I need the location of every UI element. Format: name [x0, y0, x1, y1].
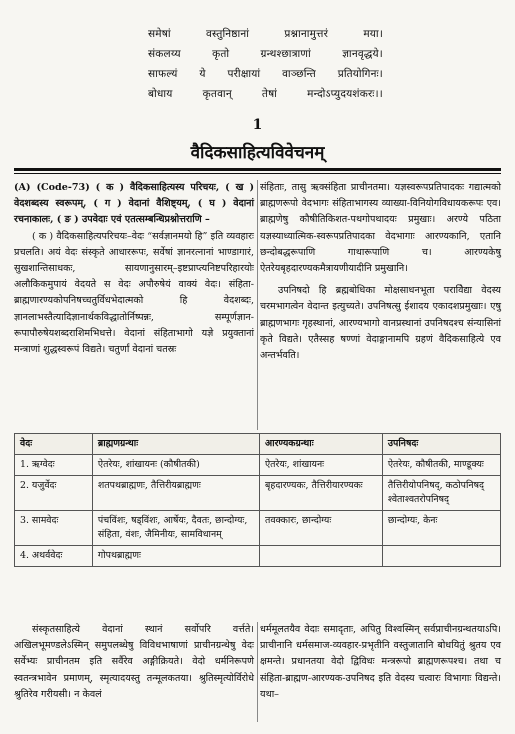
- table-cell: तवक्कारः, छान्दोग्यः: [259, 511, 382, 546]
- header-veda: वेदः: [15, 434, 93, 455]
- table-row: [15, 546, 501, 567]
- conclusion-paragraph-right: धर्ममूलतयैव वेदाः समादृताः, अपितु विश्वस्मिन् सर्वप्राचीनग्रन्थतयाऽपि। प्राचीनानि धर्मसमाज-व्यवहार-प्रभृतीनि वस्तुजातानि बोधयितुं श्रुतय एव क्षमन्ते। प्रधानतया वेदो द्विविधः मन्त्ररूपो ब्राह्मणरूपश्च। तथा च संहिता-ब्राह्मण-आरण्यक-उपनिषद इति वेदस्य चत्वारः विभागाः विद्यन्ते। यथा–: [260, 624, 501, 700]
- header-brahmana: ब्राह्मणग्रन्थाः: [92, 434, 259, 455]
- table-cell: 1. ऋग्वेदः: [15, 455, 93, 476]
- samhita-paragraph: संहिताः, तासु ऋक्संहिता प्राचीनतमा। यज्ञस्वरूपप्रतिपादकः गद्यात्मको ब्राह्मणरूपो वेदभागः संहिताभागस्य व्याख्या-विनियोगविधायकरूपः एव। ब्राह्मणेषु कौषीतिकिशत-पथगोपथादयः प्रमुखाः। अरण्ये पठिता यज्ञस्याध्यात्मिक-स्वरूपप्रतिपादका वेदभागाः आरण्यकानि, एतानि छन्दोबद्धरूपाणि गाथारूपाणि च। आरण्यकेषु ऐतरेयबृहदारण्यकमैत्रायणीयादीनि प्रमुखानि।: [260, 182, 501, 275]
- table-cell: ऐतरेयः, शांखायनः (कौषीतकी): [92, 455, 259, 476]
- chapter-title: वैदिकसाहित्यविवेचनम्: [190, 143, 325, 163]
- title-rule-thin: [14, 173, 501, 174]
- table-row: [15, 511, 501, 546]
- verse-line: संकलय्य कृतो ग्रन्थश्छात्राणां ज्ञानवृद्धये।: [148, 48, 383, 60]
- table-row: [15, 476, 501, 511]
- bottom-right-column: [260, 622, 501, 703]
- right-column: [260, 180, 501, 364]
- table-cell: ऐतरेयः, कौषीतकी, माण्डूक्यः: [382, 455, 500, 476]
- verse-line: समेषां वस्तुनिष्ठानां प्रश्नानामुत्तरं मया।: [148, 28, 383, 40]
- verse-line: साफल्यं ये परीक्षायां वाञ्छन्ति प्रतियोगिनः।: [148, 68, 383, 80]
- verse-line: बोधाय कृतवान् तेषां मन्दोऽप्युदयशंकरः।।: [148, 88, 383, 100]
- section-heading: (A) (Code-73) ( क ) वैदिकसाहित्यस्य परिचयः, ( ख ) वेदशब्दस्य स्वरूपम्, ( ग ) वेदानां वैशिष्ट्यम्, ( घ ) वेदानां रचनाकालः, ( ङ ) उपवेदाः एवं एतत्सम्बन्धिप्रश्नोत्तराणि –: [14, 182, 254, 226]
- dedication-verse: [0, 24, 515, 104]
- table-header-row: [15, 434, 501, 455]
- intro-paragraph: ( क ) वैदिकसाहित्यपरिचयः–वेदः “सर्वज्ञानमयो हि” इति व्यवहारः प्रचलति। अयं वेदः संस्कृते आधाररूपः, सर्वेषां ज्ञानरत्नानां भाण्डागारं, सुखशान्तिसाधकः, सायणानुसारम्–इष्टप्राप्त्यनिष्टपरिहारयोः अलौकिकमुपायं वेदयते स वेदः अपौरुषेयं वाक्यं वेदः। संहिता-ब्राह्मणारण्यकोपनिषच्चतुर्विधभेदात्मको हि वेदशब्दः, ज्ञानलाभस्तैत्यादिज्ञानार्थकविद्धातोर्निष्पन्नः, सम्पूर्णज्ञान-रूपापौरुषेयशब्दराशिमभिधत्ते। वेदानां संहिताभागो यज्ञे प्रयुक्तानां मन्त्राणां शुद्धस्वरूपं विद्यते। चतुर्णां वेदानां चतस्रः: [14, 230, 254, 356]
- table-cell: [382, 546, 500, 567]
- table-cell: 4. अथर्ववेदः: [15, 546, 93, 567]
- table-cell: गोपथब्राह्मणः: [92, 546, 259, 567]
- table-cell: 2. यजुर्वेदः: [15, 476, 93, 511]
- chapter-number: 1: [252, 117, 263, 133]
- table-cell: पंचविंशः, षड्विंशः, आर्षेयः, दैवतः, छान्दोग्यः, संहिता, वंशः, जैमिनीयः, सामविधानम्: [92, 511, 259, 546]
- table-row: [15, 455, 501, 476]
- table-cell: शतपथब्राह्मणः, तैत्तिरीयब्राह्मणः: [92, 476, 259, 511]
- upanishad-paragraph: उपनिषदो हि ब्रह्मबोधिका मोक्षसाधनभूता परावेिद्या वेदस्य चरमभागत्वेन वेदान्त इत्युच्यते। उपनिषत्सु ईशादय एकादशप्रमुखाः। एषु ब्राह्मणभागः गृहस्थानां, आरण्यभागो वानप्रस्थानां उपनिषदश्च संन्यासिनां कृते विद्यते। एतैस्सह षण्णां वेदाङ्गानामपि ग्रहणं वैदिकसाहित्ये एव अन्तर्भवति।: [260, 285, 501, 362]
- left-column: [14, 180, 254, 358]
- column-divider: [257, 180, 258, 430]
- table-cell: ऐतरेयः, शांखायनः: [259, 455, 382, 476]
- column-divider: [257, 622, 258, 722]
- bottom-left-column: [14, 622, 254, 703]
- header-aranyaka: आरण्यकग्रन्थाः: [259, 434, 382, 455]
- conclusion-paragraph-left: संस्कृतसाहित्ये वेदानां स्थानं सर्वोपरि वर्त्तते। अखिलभूमण्डलेऽस्मिन् समुपलब्धेषु विविधभाषाणां प्राचीनग्रन्थेषु वेदः सर्वेभ्यः प्राचीनतम इति सर्वैरेव अङ्गीक्रियते। वेदो धर्मनिरूपणे स्वतन्त्रभावेन प्रमाणम्, स्मृत्यादयस्तु तन्मूलकतया। श्रुतिस्मृत्योर्विरोधे श्रुतिरेव गरीयसी। न केवलं: [14, 624, 254, 700]
- table-cell: तैत्तिरीयोपनिषद्, कठोपनिषद् श्वेताश्वतरोपनिषद्: [382, 476, 500, 511]
- title-rule: [14, 168, 501, 171]
- veda-table: [14, 433, 501, 567]
- table-cell: 3. सामवेदः: [15, 511, 93, 546]
- table-cell: बृहदारण्यकः, तैत्तिरीयारण्यकः: [259, 476, 382, 511]
- table-cell: छान्दोग्यः, केनः: [382, 511, 500, 546]
- header-upanishad: उपनिषदः: [382, 434, 500, 455]
- table-cell: [259, 546, 382, 567]
